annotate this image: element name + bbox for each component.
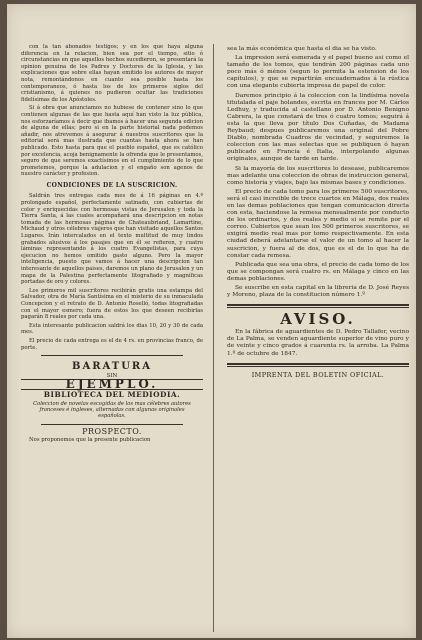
conditions-paragraph: Los primeros mil suscritores recibirán gratis una estampa del Salvador, otra de María Santísima en el misterio de su inmaculada Concepcion y el retrato de D. Antonio Roselló, todas litografiadas con el mayor esmero; fuera de estos los que deseen recibirlas pagarán 8 reales por cada una. — [21, 287, 203, 321]
collection-description: Coleccion de novelas escogidas de los mas célebres autores franceses é ingleses, alternadas con algunas originales españolas. — [33, 400, 191, 420]
conditions-paragraph: Saldrán tres entregas cada mes de á 16 páginas en 4.º prolongado español, perfectamente satinado, con cubiertas de color y enriquecidas con hermosas vistas de Jerusalen y toda la Tierra Santa, á las cuales acompañará una descripcion en notas tomada de las hermosas páginas de Chateaubriand, Lamartine, Michaud y otros célebres viajeros que han visitado aquellos Santos Lugares. Irán intercalados en el texto multitud de muy lindos grabados alusivos á los pasajes que en él se refieren, y cuatro láminas representando á los cuatro Evangelistas, para cuya ejecucion no hemos omitido gasto alguno. Pero la mayor inteligencia, puesto que vamos á hacer una descripcion tan interesante de aquellos paises, daremos un plano de Jerusalen y un mapa de la Palestina perfectamente litografiado y magníficas portadas de oro y colores. — [21, 193, 203, 286]
right-paragraph: sea la más económica que hasta el dia se ha visto. — [227, 46, 377, 52]
separator — [41, 355, 183, 356]
column-divider — [213, 44, 214, 632]
right-paragraph: Publicada que sea una obra, el precio de cada tomo de los que se compongan será cuatro rs. en Málaga y cinco en las demas poblaciones. — [227, 261, 409, 282]
right-paragraph: Daremos principio á la coleccion con la lindísima novela titutalada el paje holandes, escrita en frances por M. Cárlos Ledhuy, y traducida al castellano por D. Antonio Benigno Cabrera, la que constará de tres ó cuatro tomos; seguirá á esta la que lleva por título Dos Cuñadas, de Madama Reybaud; despues publicaremos una original del Pobre Diablo, nombrada Cuadros de vecindad, y seguiremos la coleccion con las mas selectas que se publiquen ó hayan publicado en Francia é Italia, interpolando algunas originales, aunque de tarde en tarde. — [227, 92, 409, 163]
closing-paragraph: Nos proponemos que la presente publicacion — [29, 437, 151, 444]
prospecto-heading: PROSPECTO. — [82, 426, 142, 436]
ejemplo-title: EJEMPLO. — [21, 379, 203, 390]
biblioteca-title: BIBLIOTECA DEL MEDIODIA. — [43, 389, 181, 399]
aviso-title: AVISO. — [280, 310, 356, 329]
right-paragraph: Si la mayoría de los suscritores lo desease, publicaremos mas adelante una coleccion de obras de instruccion general, como historia y viajes, bajo las mismas bases y condiciones. — [227, 165, 409, 186]
separator — [41, 424, 183, 425]
imprenta-footer: IMPRENTA DEL BOLETIN OFICIAL. — [251, 370, 385, 379]
right-paragraph: El precio de cada tomo para los primeros 500 suscritores, será el casi increible de trece cuartos en Málaga, dos reales en las demas poblaciones que tengan comunicacion directa con esta, haciendose la remesa mensualmente por conducto de los ordinarios, y dos reales y medio si se remite por el correo. Cubiertos que sean los 500 primeros suscritores, se exigirá medio real mas por tomo respectivamente. En esta ciudad deberá adelantarse el valor de un tomo al hacer la suscricion, y fuera al de dos, que es el de lo que ha de constar cada remesa. — [227, 188, 409, 259]
newspaper-page — [7, 4, 416, 638]
intro-paragraph: con la tan abonados testigos; y en los que haya alguna diferencia en la relacion, bien sea por el tiempo, sitio ó circunstancias en que aquellos hechos sucedieron, se presentará la opinion genuina de los Padres y Doctores de la Iglesia, y las explicaciones que sobre ellas hayan emitido los autores de mayor nota, remontándonos en cuanto sea posible hasta los contemporaneos, ó hasta los de los primeros siglos del cristianismo, á quienes no pudieron ocultar las tradiciones fidelísimas de los Apóstoles. — [21, 44, 203, 103]
right-paragraph: Se suscribe en esta capital en la libreria de D. José Reyes y Moreno, plaza de la constitucion número 1.º — [227, 285, 409, 299]
intro-paragraph: Si á obra que anunciamos no hubiese de contener sino lo que contienen algunas de las que hasta aquí han visto la luz pública, nos esforzaríamos á decir que ibamos á hacer una segunda edicion de alguna de ellas; pero si en la parte historial nada podemos añadir, nos atrevemos á asegurar á nuestros suscritores que la editorial será mas ilustrada que cuantas hasta ahora se han publicado. Esto hasta para que el pueblo español, que es católico por excelencia, acoja benignamente la ofrenda que le presentamos, seguro de que seremos exactísimos en el cumplimiento de lo que prometemos, porque la adulacion y el engaño son agenos de nuestro carácter y profesion. — [21, 105, 203, 178]
double-rule — [227, 363, 409, 367]
double-rule — [227, 304, 409, 308]
right-column — [227, 46, 409, 381]
sin-text: SIN — [106, 372, 118, 379]
left-column — [21, 44, 203, 446]
conditions-paragraph: Esta interesante publicacion saldrá los dias 10, 20 y 30 de cada mes. — [21, 322, 203, 336]
right-paragraph: La impresion será esmerada y el papel bueno asi como el tamaño de los tomos, que tendrán 200 páginas cada uno poco más ó ménos (segun lo permita la estension de los capítulos), y que se repartirán encuadernados á la rústica con una elegante cubierta impresa de papel de color. — [227, 55, 409, 90]
conditions-heading: CONDICIONES DE LA SUSCRICION. — [46, 181, 178, 189]
aviso-paragraph: En la fábrica de aguardientes de D. Pedro Tallafer, vecino de La Palma, se venden aguardiente superior de vino puro y de veinte y cinco grados á cuarenta rs. la arroba. La Palma 1.º de octubre de 1847. — [227, 329, 409, 357]
conditions-paragraph: El precio de cada entrega es el de 4 rs. en provincias franco, de porte. — [21, 337, 203, 351]
baratura-title: BARATURA — [72, 361, 152, 373]
